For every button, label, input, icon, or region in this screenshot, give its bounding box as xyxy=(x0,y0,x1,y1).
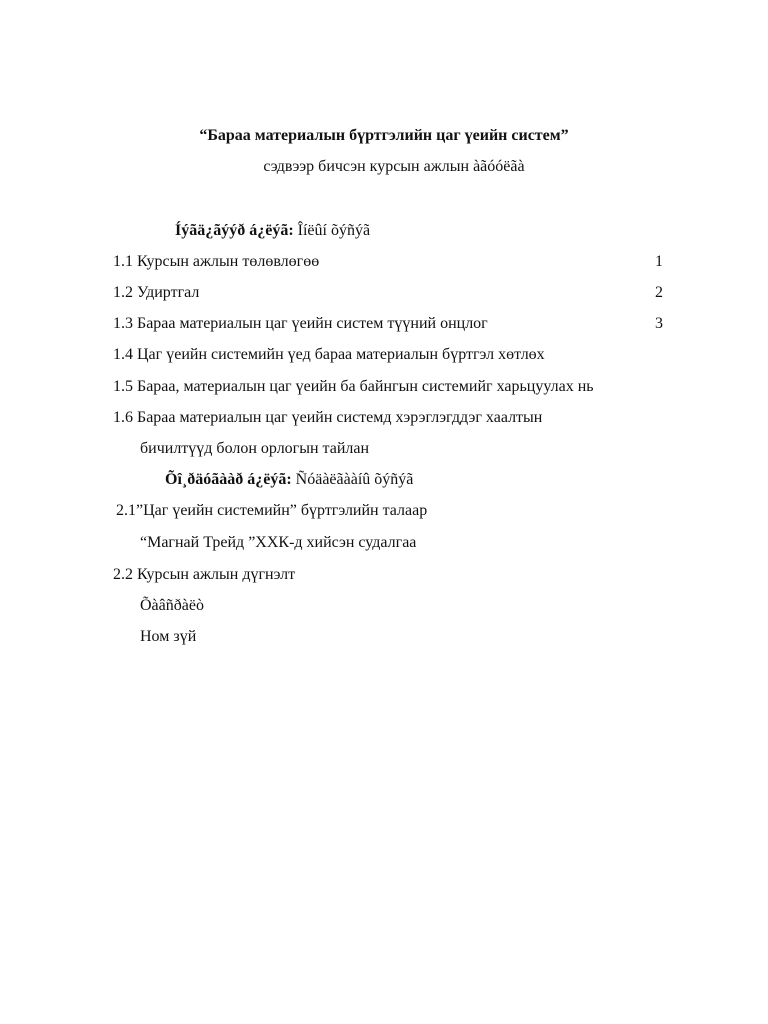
toc-item-appendix: Õàâñðàëò xyxy=(140,597,204,614)
toc-page-1-3: 3 xyxy=(655,315,663,332)
toc-item-1-6-cont: бичилтүүд болон орлогын тайлан xyxy=(140,440,370,457)
section-2-label: Õî¸ðäóãààð á¿ëýã: xyxy=(165,471,292,488)
toc-item-1-1: 1.1 Курсын ажлын төлөвлөгөө xyxy=(113,253,320,270)
section-2-name: Ñóäàëãààíû õýñýã xyxy=(295,471,414,488)
section-1-name: Îíëûí õýñýã xyxy=(297,222,371,239)
toc-item-bibliography: Ном зүй xyxy=(140,628,197,645)
section-1-label: Íýãä¿ãýýð á¿ëýã: xyxy=(175,222,294,239)
toc-item-1-2: 1.2 Удиртгал xyxy=(113,284,200,301)
toc-item-2-2: 2.2 Курсын ажлын дүгнэлт xyxy=(113,566,296,583)
toc-item-2-1-cont: “Магнай Трейд ”ХХК-д хийсэн судалгаа xyxy=(140,534,417,551)
section-1-heading xyxy=(175,221,370,241)
toc-item-1-3: 1.3 Бараа материалын цаг үеийн систем түүний онцлог xyxy=(113,315,488,332)
toc-page-1-1: 1 xyxy=(655,253,663,270)
section-2-heading xyxy=(165,470,413,490)
toc-item-1-6: 1.6 Бараа материалын цаг үеийн системд хэрэглэгддэг хаалтын xyxy=(113,409,543,426)
toc-page-1-2: 2 xyxy=(655,284,663,301)
toc-item-1-4: 1.4 Цаг үеийн системийн үед бараа материалын бүртгэл хөтлөх xyxy=(113,346,545,363)
toc-item-1-5: 1.5 Бараа, материалын цаг үеийн ба байнгын системийг харьцуулах нь xyxy=(113,378,594,395)
document-subtitle: сэдвээр бичсэн курсын ажлын àãóóëãà xyxy=(263,158,525,175)
toc-item-2-1: 2.1”Цаг үеийн системийн” бүртгэлийн талаар xyxy=(116,502,428,519)
document-title: “Бараа материалын бүртгэлийн цаг үеийн систем” xyxy=(199,127,569,144)
